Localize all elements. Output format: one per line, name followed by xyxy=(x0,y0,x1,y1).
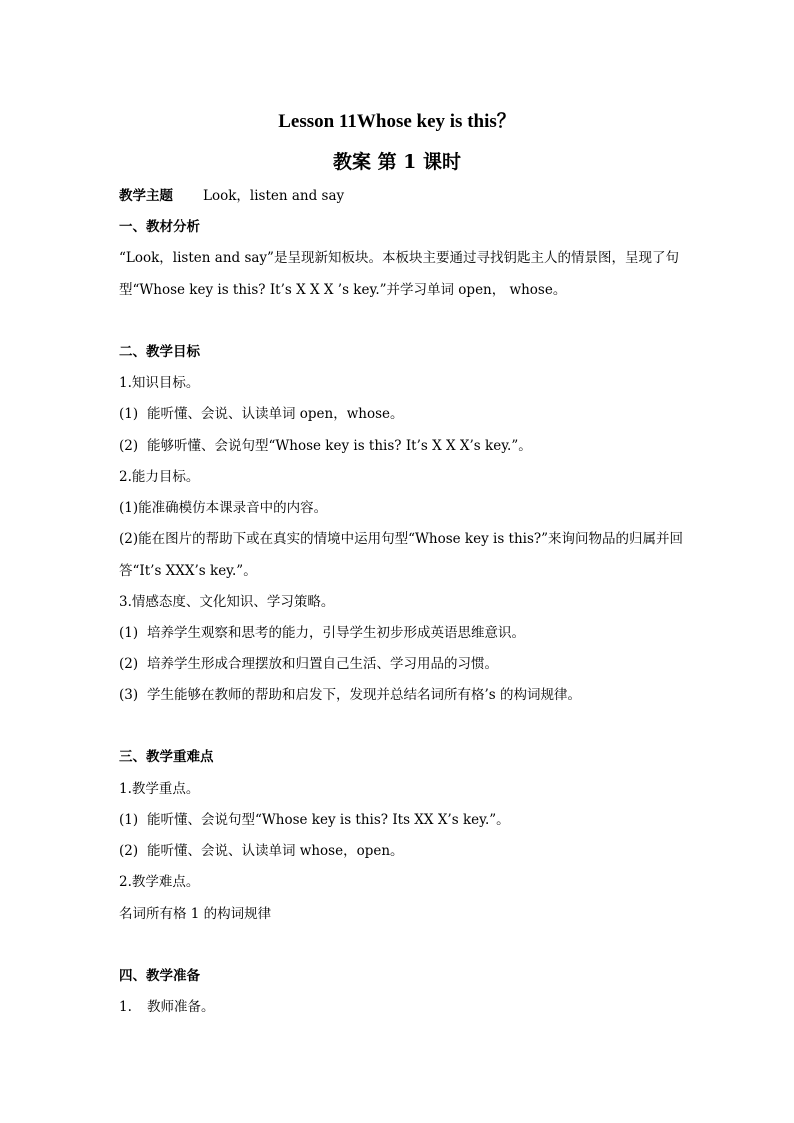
item-text: 能听懂、会说句型“Whose key is this? Its XX X’s key.”。 xyxy=(147,812,510,828)
emotion-item-1 xyxy=(119,623,525,643)
key-item-2 xyxy=(119,841,404,861)
section3-heading: 三、教学重难点 xyxy=(119,749,214,765)
section2-heading: 二、教学目标 xyxy=(119,344,200,360)
item-number: (2) xyxy=(119,438,139,454)
lesson-subtitle: 教案 第 1 课时 xyxy=(332,151,462,173)
section4-heading: 四、教学准备 xyxy=(119,968,200,984)
item-number: (3) xyxy=(119,687,139,703)
item-number: 1. xyxy=(119,999,132,1015)
emotion-item-2 xyxy=(119,654,498,674)
lesson-title: Lesson 11Whose key is this？ xyxy=(278,111,516,132)
key-heading: 1.教学重点。 xyxy=(119,781,200,797)
item-number: (2) xyxy=(119,656,139,672)
key-item-1 xyxy=(119,810,510,830)
emotion-item-3 xyxy=(119,685,581,705)
difficulty-heading: 2.教学难点。 xyxy=(119,874,200,890)
knowledge-item-1 xyxy=(119,404,404,424)
subject-label: 教学主题 xyxy=(119,188,173,204)
item-number: (1) xyxy=(119,406,139,422)
item-text: 培养学生观察和思考的能力，引导学生初步形成英语思维意识。 xyxy=(147,625,525,641)
knowledge-heading: 1.知识目标。 xyxy=(119,375,200,391)
ability-item-2-line1: (2)能在图片的帮助下或在真实的情境中运用句型“Whose key is this?”来询问物品的归属并回 xyxy=(119,531,684,547)
subject-row xyxy=(119,186,345,206)
item-text: 能听懂、会说、认读单词 whose，open。 xyxy=(147,843,404,859)
subject-value: Look，listen and say xyxy=(203,188,345,204)
item-text: 能够听懂、会说句型“Whose key is this? It’s X X X’s key.”。 xyxy=(147,438,532,454)
item-number: (1) xyxy=(119,625,139,641)
ability-heading: 2.能力目标。 xyxy=(119,469,200,485)
item-text: 能听懂、会说、认读单词 open，whose。 xyxy=(147,406,404,422)
item-text: 学生能够在教师的帮助和启发下，发现并总结名词所有格’s 的构词规律。 xyxy=(147,687,582,703)
item-number: (2) xyxy=(119,843,139,859)
item-text: 培养学生形成合理摆放和归置自己生活、学习用品的习惯。 xyxy=(147,656,498,672)
item-text: 教师准备。 xyxy=(147,999,215,1015)
emotion-heading: 3.情感态度、文化知识、学习策略。 xyxy=(119,594,335,610)
ability-item-2-line2: 答“It’s XXX’s key.”。 xyxy=(119,563,257,579)
item-number: (1) xyxy=(119,812,139,828)
section1-para-line1: “Look，listen and say”是呈现新知板块。本板块主要通过寻找钥匙主人的情景图，呈现了句 xyxy=(119,250,679,266)
difficulty-text: 名词所有格 1 的构词规律 xyxy=(119,906,272,922)
ability-item-1: (1)能准确模仿本课录音中的内容。 xyxy=(119,500,328,516)
section1-para-line2: 型“Whose key is this? It’s X X X ’s key.”并学习单词 open， whose。 xyxy=(119,282,567,298)
prep-item-1 xyxy=(119,997,215,1017)
knowledge-item-2 xyxy=(119,436,532,456)
section1-heading: 一、教材分析 xyxy=(119,219,200,235)
